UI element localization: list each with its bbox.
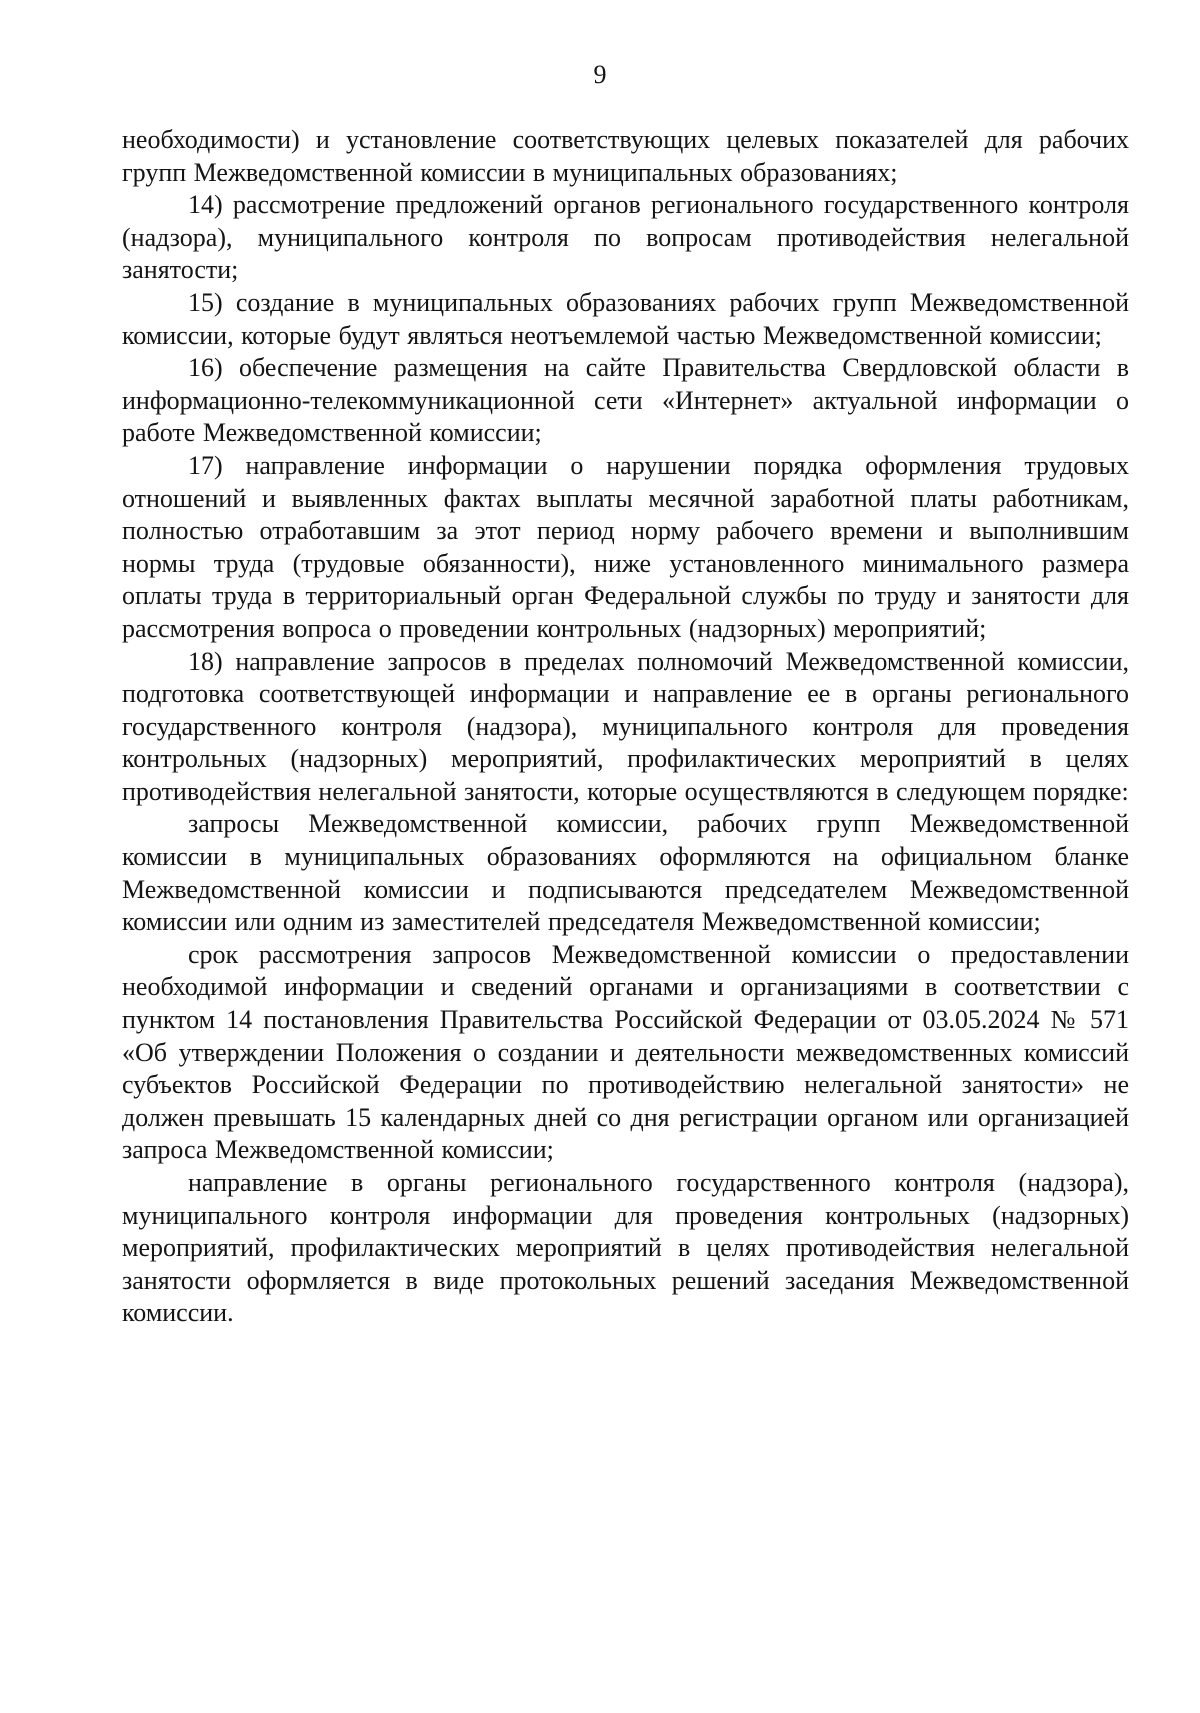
page-number: 9 <box>593 60 607 89</box>
document-body <box>122 124 1129 1330</box>
paragraph-item-17: 17) направление информации о нарушении порядка оформления трудовых отношений и выявленных фактах выплаты месячной заработной платы работникам, полностью отработавшим за этот период норму рабочего времени и выполнившим нормы труда (трудовые обязанности), ниже установленного минимального размера оплаты труда в территориальный орган Федеральной службы по труду и занятости для рассмотрения вопроса о проведении контрольных (надзорных) мероприятий; <box>122 450 1129 643</box>
paragraph-item-14: 14) рассмотрение предложений органов регионального государственного контроля (надзора), муниципального контроля по вопросам противодействия нелегальной занятости; <box>122 190 1129 285</box>
paragraph-requests-deadline: срок рассмотрения запросов Межведомственной комиссии о предоставлении необходимой информации и сведений органами и организациями в соответствии с пунктом 14 постановления Правительства Российской Федерации от 03.05.2024 № 571 «Об утверждении Положения о создании и деятельности межведомственных комиссий субъектов Российской Федерации по противодействию нелегальной занятости» не должен превышать 15 календарных дней со дня регистрации органом или организацией запроса Межведомственной комиссии; <box>122 939 1129 1165</box>
paragraph-requests-format: запросы Межведомственной комиссии, рабочих групп Межведомственной комиссии в муниципальных образованиях оформляются на официальном бланке Межведомственной комиссии и подписываются председателем Межведомственной комиссии или одним из заместителей председателя Межведомственной комиссии; <box>122 809 1129 937</box>
paragraph-item-18: 18) направление запросов в пределах полномочий Межведомственной комиссии, подготовка соответствующей информации и направление ее в органы регионального государственного контроля (надзора), муниципального контроля для проведения контрольных (надзорных) мероприятий, профилактических мероприятий в целях противодействия нелегальной занятости, которые осуществляются в следующем порядке: <box>122 646 1129 806</box>
paragraph-continuation: необходимости) и установление соответствующих целевых показателей для рабочих групп Межведомственной комиссии в муниципальных образованиях; <box>122 125 1129 187</box>
paragraph-information-direction: направление в органы регионального государственного контроля (надзора), муниципального контроля информации для проведения контрольных (надзорных) мероприятий, профилактических мероприятий в целях противодействия нелегальной занятости оформляется в виде протокольных решений заседания Межведомственной комиссии. <box>122 1168 1129 1328</box>
paragraph-item-15: 15) создание в муниципальных образованиях рабочих групп Межведомственной комиссии, которые будут являться неотъемлемой частью Межведомственной комиссии; <box>122 287 1129 350</box>
paragraph-item-16: 16) обеспечение размещения на сайте Правительства Свердловской области в информационно-телекоммуникационной сети «Интернет» актуальной информации о работе Межведомственной комиссии; <box>122 353 1129 448</box>
